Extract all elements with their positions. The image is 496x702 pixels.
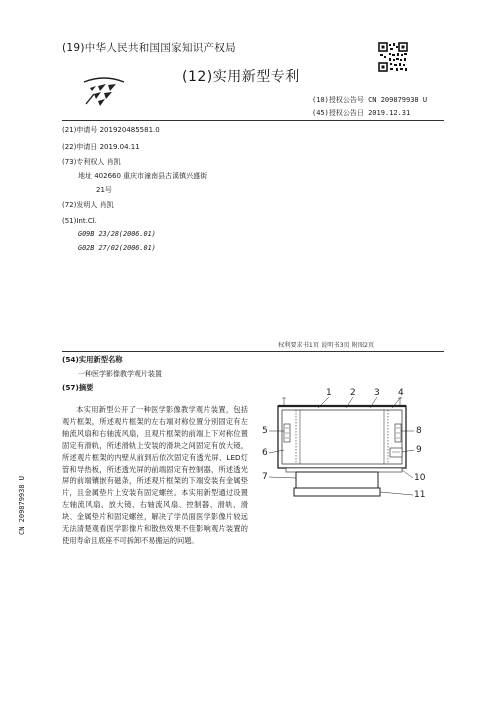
header-divider xyxy=(62,120,444,121)
figure-label-8: 8 xyxy=(416,426,422,436)
page-count-info: 权利要求书1页 说明书3页 附图2页 xyxy=(278,342,375,349)
publication-date: (45)授权公告日 2019.12.31 xyxy=(312,109,411,117)
cnipa-emblem-icon xyxy=(80,72,126,112)
application-number: (21)申请号 201920485581.0 xyxy=(62,126,160,134)
document-type: (12)实用新型专利 xyxy=(182,69,300,85)
abstract-text: 本实用新型公开了一种医学影像教学观片装置，包括观片框架，所述观片框架的左右端对称位置分别固定有左轴流风扇和右轴流风扇，且观片框架的前端上下对称位置固定有滑轨，所述滑轨上安装的滑块之间固定有放大镜，所述观片框架的内壁从前到后依次固定有透光屏、LED灯管和导热板，所述透光屏的前端固定有控制器，所述透光屏的前端镶嵌有磁条，所述观片框架的下端安装有金属垫片，且金属垫片上安装有固定螺丝。本实用新型通过设置左轴流风扇、放大镜、右轴流风扇、控制器、滑轨、滑块、金属垫片和固定螺丝，解决了学员面医学影像片较远无法清楚观看医学影像片和散热效果不佳影响观片装置的使用寿命且底座不可拆卸不易搬运的问题。 xyxy=(62,405,248,545)
figure-label-11: 11 xyxy=(414,490,426,500)
patentee: (73)专利权人 肖凯 xyxy=(62,158,121,166)
figure-label-10: 10 xyxy=(414,473,426,483)
address-line-1: 地址 402660 重庆市潼南县古溪镇兴盛街 xyxy=(78,172,208,180)
application-date: (22)申请日 2019.04.11 xyxy=(62,143,140,151)
address-line-2: 21号 xyxy=(96,186,112,194)
side-publication-code: CN 209879938 U xyxy=(18,475,26,535)
title-heading: (54)实用新型名称 xyxy=(62,355,123,364)
figure-label-2: 2 xyxy=(350,388,356,398)
figure-label-5: 5 xyxy=(262,426,268,436)
figure-label-6: 6 xyxy=(262,448,268,458)
figure-label-1: 1 xyxy=(326,388,332,398)
ipc-classification-1: G09B 23/28(2006.01) xyxy=(78,230,156,238)
utility-model-title: 一种医学影像教学观片装置 xyxy=(78,370,162,378)
int-cl-heading: (51)Int.Cl. xyxy=(62,217,97,225)
publication-number: (10)授权公告号 CN 209879938 U xyxy=(312,96,428,104)
qr-code-icon xyxy=(378,42,408,72)
inventor: (72)发明人 肖凯 xyxy=(62,201,114,209)
figure-label-9: 9 xyxy=(416,445,422,455)
office-name: (19)中华人民共和国国家知识产权局 xyxy=(62,42,236,54)
figure-label-3: 3 xyxy=(374,388,380,398)
section-divider xyxy=(62,351,444,352)
figure-label-4: 4 xyxy=(398,388,404,398)
figure-label-7: 7 xyxy=(262,472,268,482)
device-drawing xyxy=(256,384,440,504)
ipc-classification-2: G02B 27/02(2006.01) xyxy=(78,244,156,252)
abstract-heading: (57)摘要 xyxy=(62,383,94,392)
